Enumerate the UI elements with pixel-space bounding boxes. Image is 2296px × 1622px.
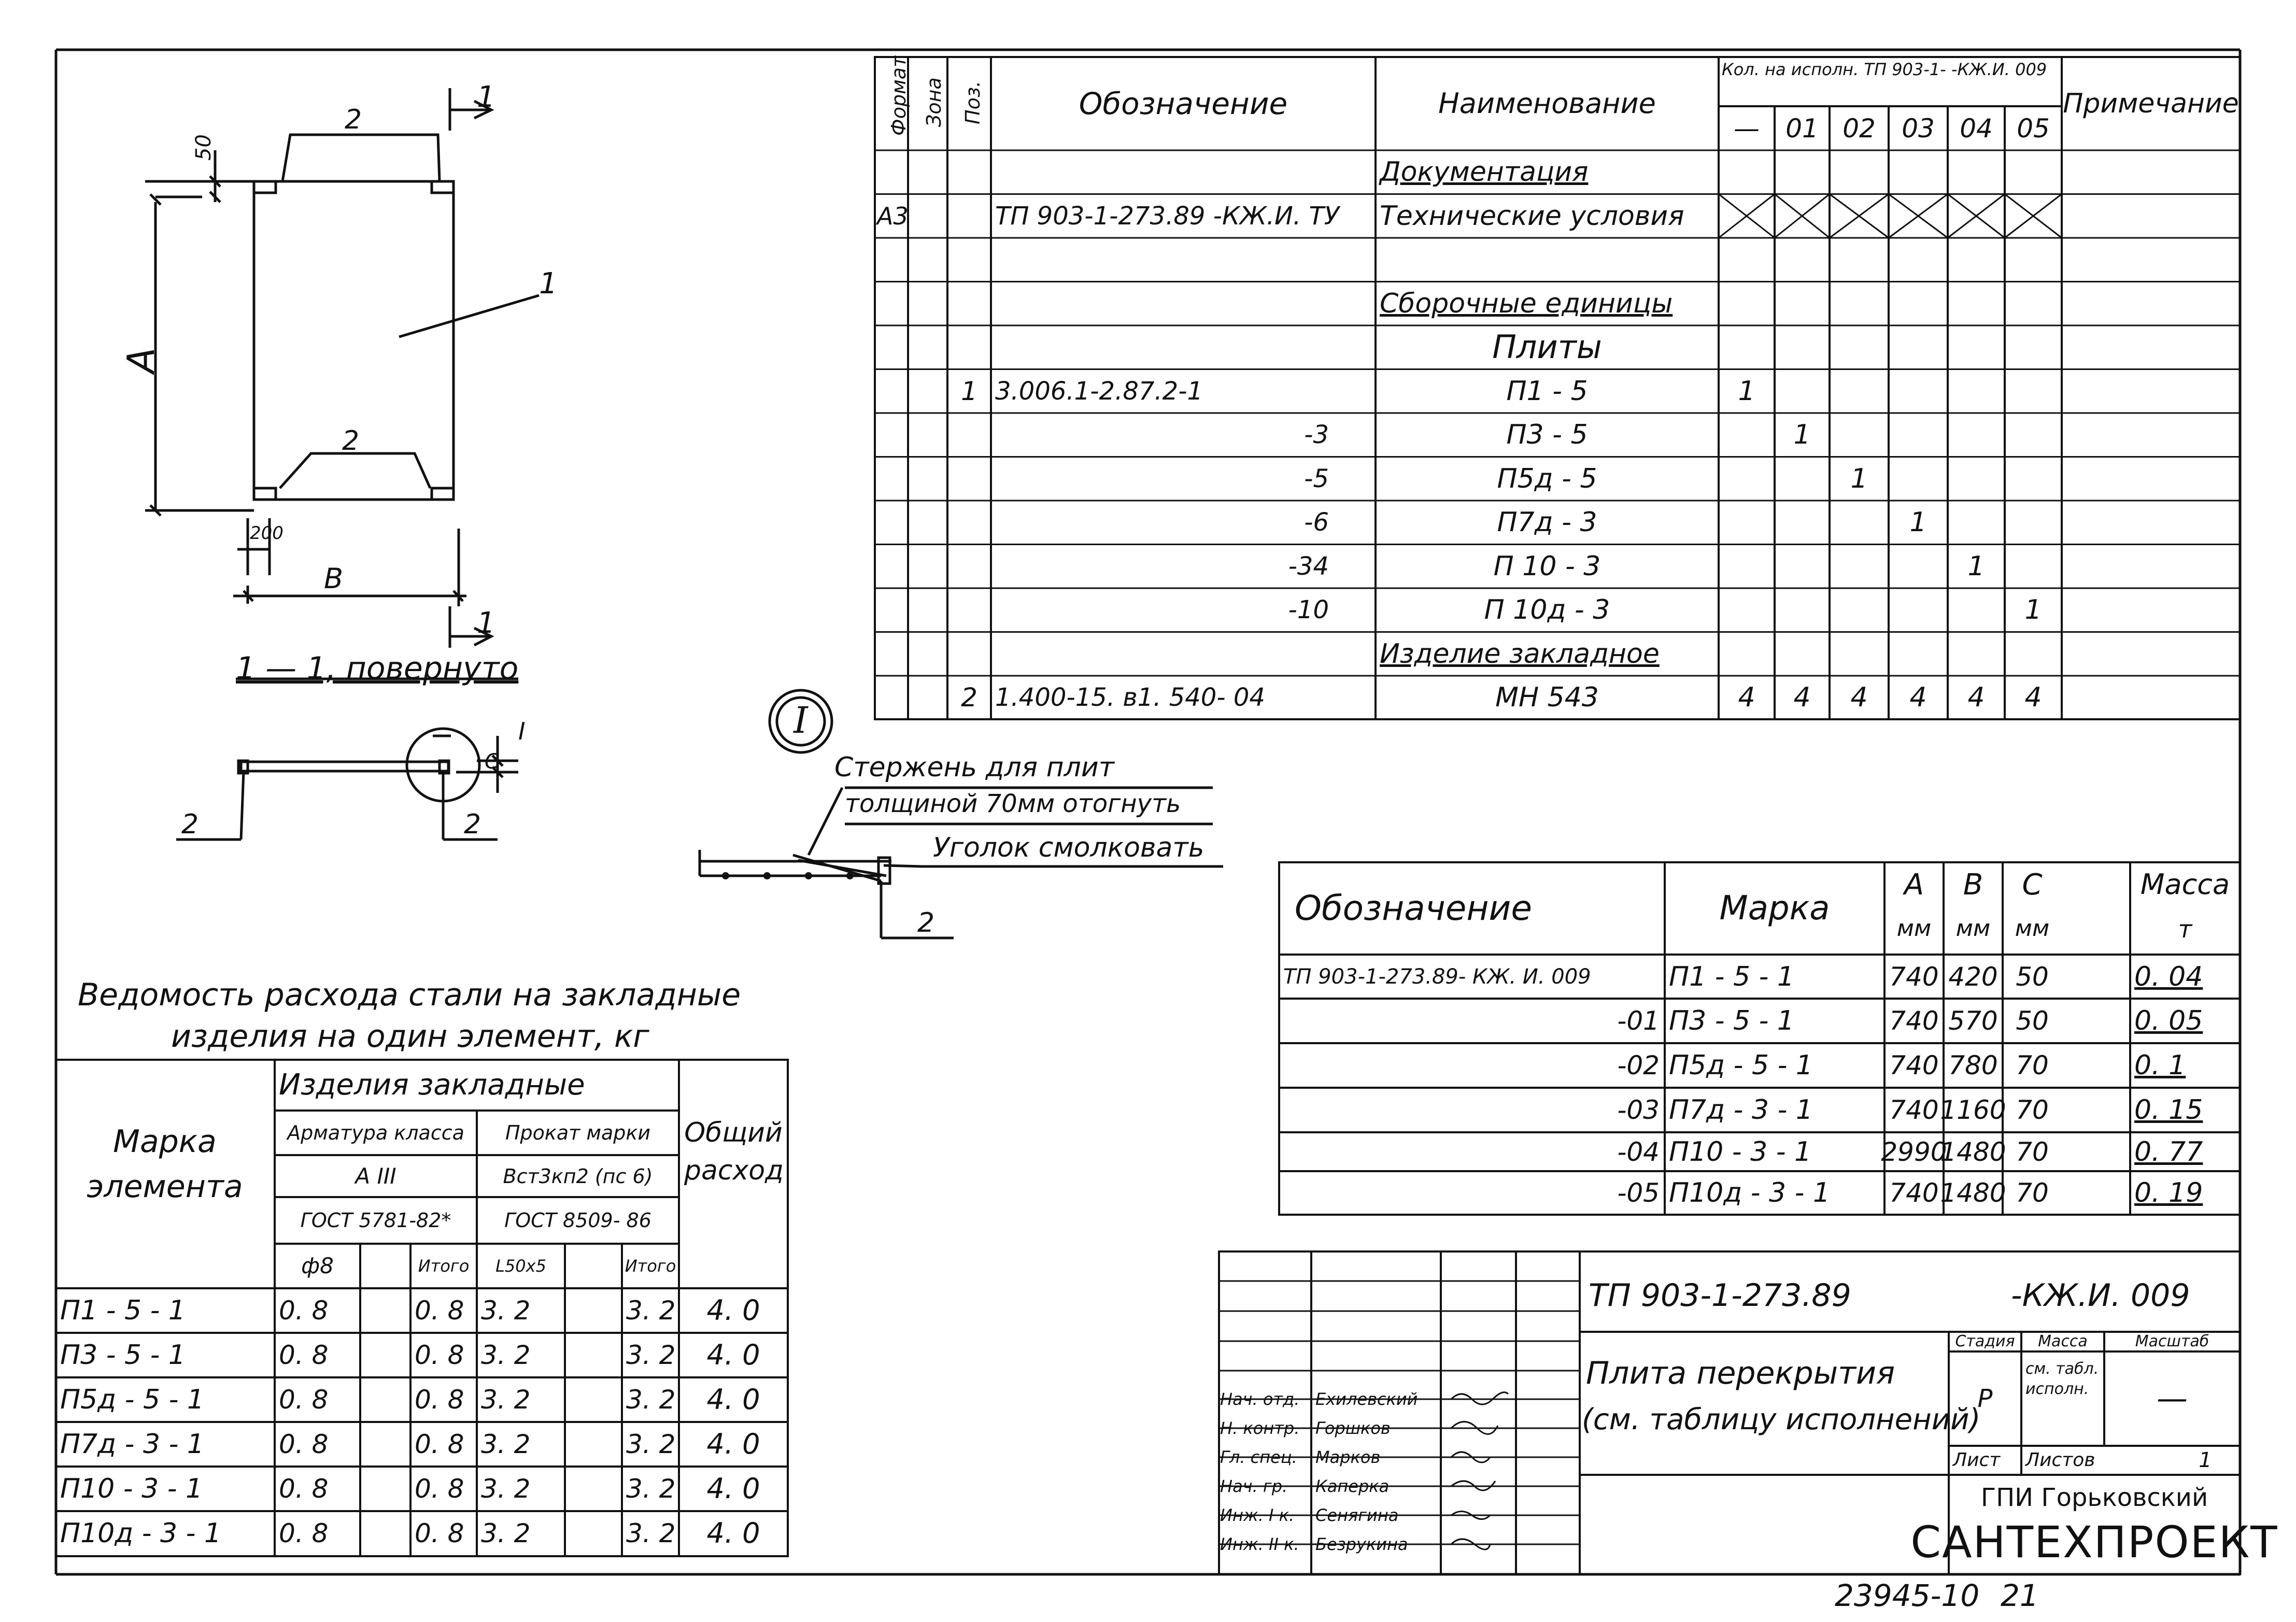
spec-cell-qty: 4 <box>2024 682 2042 714</box>
spec-cell-qty: 1 <box>1793 419 1811 451</box>
footer-page: 21 <box>2001 1578 2039 1613</box>
tb-staff-name: Марков <box>1315 1447 1381 1467</box>
steel-cell-total1: 0. 8 <box>415 1518 464 1548</box>
label-2-bottom: 2 <box>342 425 360 457</box>
spec-cell-qty <box>2005 501 2062 545</box>
spec-cell-name: П1 - 5 <box>1506 375 1588 407</box>
label-2-top: 2 <box>345 104 362 135</box>
spec-variant-head: 02 <box>1843 113 1876 144</box>
spec-cell-qty <box>2005 150 2062 194</box>
vt-cell-c: 70 <box>2016 1095 2049 1125</box>
detail-label-2: 2 <box>917 907 935 938</box>
tb-scale: — <box>2157 1381 2188 1417</box>
note-rod2: толщиной 70мм отогнуть <box>845 789 1181 818</box>
tb-sheet-h: Лист <box>1953 1449 2001 1471</box>
spec-cell-qty <box>1889 325 1948 369</box>
steel-cell-l50: 3. 2 <box>481 1296 531 1326</box>
vt-cell-designation: -05 <box>1617 1178 1660 1208</box>
vt-hdr-b-unit: мм <box>1955 915 1991 942</box>
vt-hdr-mark: Марка <box>1719 889 1830 928</box>
steel-cell-total2: 3. 2 <box>626 1385 676 1415</box>
vt-cell-b: 570 <box>1948 1006 1998 1036</box>
spec-cell-designation <box>991 150 1376 194</box>
tb-name-1: Плита перекрытия <box>1586 1355 1895 1391</box>
spec-variant-head: — <box>1734 113 1760 144</box>
spec-cell-format: А3 <box>877 202 909 230</box>
spec-cell-designation <box>991 238 1376 282</box>
detail-mark: I <box>793 699 808 742</box>
spec-cell-qty <box>1889 413 1948 457</box>
steel-h-gost2: ГОСТ 8509- 86 <box>504 1209 651 1232</box>
spec-cell-designation: -6 <box>1304 508 1329 537</box>
tb-staff-role: Инж. II к. <box>1220 1534 1299 1554</box>
spec-cell-qty <box>1948 150 2005 194</box>
steel-h-rolled: Прокат марки <box>505 1121 651 1144</box>
spec-cell-qty <box>2005 545 2062 589</box>
spec-cell-name: Изделие закладное <box>1380 638 1660 670</box>
spec-cell-name: П7д - 3 <box>1497 507 1597 538</box>
vt-cell-mark: П7д - 3 - 1 <box>1669 1094 1813 1126</box>
dim-50: 50 <box>192 134 216 161</box>
spec-cell-name: П 10д - 3 <box>1484 594 1610 626</box>
hdr-format: Формат <box>887 55 910 136</box>
steel-cell-total2: 3. 2 <box>626 1429 676 1459</box>
spec-cell-qty <box>1889 282 1948 326</box>
spec-cell-qty: 4 <box>1850 682 1868 714</box>
spec-cell-designation: 1.400-15. в1. 540- 04 <box>995 683 1265 713</box>
vt-cell-mass: 0. 04 <box>2134 961 2203 992</box>
steel-h-overall: Общий расход <box>684 1117 784 1186</box>
spec-cell-qty <box>1830 194 1889 238</box>
hdr-zone: Зона <box>923 77 945 127</box>
spec-cell-format <box>875 676 908 720</box>
vt-cell-a: 740 <box>1889 961 1939 992</box>
cut-mark-top: 1 <box>477 80 495 114</box>
spec-cell-designation: -3 <box>1304 420 1329 450</box>
spec-cell-qty <box>1948 413 2005 457</box>
dim-c: С <box>485 750 499 774</box>
cut-mark-bottom: 1 <box>477 606 495 640</box>
tb-scale-h: Масштаб <box>2135 1332 2209 1350</box>
vt-cell-mass: 0. 05 <box>2134 1005 2203 1036</box>
spec-cell-qty <box>1948 588 2005 632</box>
steel-cell-total1: 0. 8 <box>415 1429 464 1459</box>
footer-inv: 23945-10 <box>1835 1578 1980 1613</box>
tb-mass: см. табл. исполн. <box>2025 1360 2099 1398</box>
spec-cell-qty <box>1889 632 1948 676</box>
tb-org-2: САНТЕХПРОЕКТ <box>1910 1517 2278 1568</box>
spec-cell-qty <box>1719 238 1775 282</box>
steel-cell-total: 4. 0 <box>706 1383 760 1416</box>
steel-cell-total: 4. 0 <box>706 1428 760 1460</box>
steel-cell-d8: 0. 8 <box>279 1474 329 1504</box>
spec-cell-qty: 4 <box>1909 682 1927 714</box>
steel-cell-d8: 0. 8 <box>279 1385 329 1415</box>
steel-cell-mark: П5д - 5 - 1 <box>60 1384 204 1415</box>
spec-cell-qty: 1 <box>1909 507 1927 538</box>
tb-staff-name: Сенягина <box>1315 1505 1399 1525</box>
tb-mass-h: Масса <box>2038 1332 2088 1350</box>
spec-cell-name: Технические условия <box>1380 200 1684 232</box>
steel-cell-mark: П10д - 3 - 1 <box>60 1518 222 1549</box>
spec-cell-qty <box>1948 501 2005 545</box>
steel-title-2: изделия на один элемент, кг <box>171 1018 649 1055</box>
steel-h-items: Изделия закладные <box>279 1068 585 1102</box>
dim-b: В <box>324 562 344 595</box>
spec-cell-format <box>875 150 908 194</box>
spec-cell-pos <box>947 238 991 282</box>
spec-cell-qty <box>1830 282 1889 326</box>
section-title: 1 — 1, повернуто <box>236 650 519 687</box>
spec-cell-format <box>875 501 908 545</box>
vt-cell-mark: П3 - 5 - 1 <box>1669 1005 1794 1036</box>
vt-cell-mark: П10 - 3 - 1 <box>1669 1136 1812 1168</box>
vt-cell-b: 1480 <box>1940 1178 2006 1208</box>
steel-h-steel: Вст3кп2 (пс 6) <box>503 1164 653 1188</box>
spec-cell-qty <box>1830 545 1889 589</box>
steel-cell-mark: П3 - 5 - 1 <box>60 1340 186 1371</box>
spec-cell-qty <box>1889 369 1948 414</box>
steel-h-total2: Итого <box>625 1256 676 1276</box>
spec-cell-name: П 10 - 3 <box>1493 550 1601 582</box>
spec-cell-qty <box>1719 501 1775 545</box>
vt-cell-mass: 0. 19 <box>2134 1177 2203 1208</box>
spec-cell-pos: 1 <box>961 376 977 406</box>
spec-cell-qty <box>1830 501 1889 545</box>
spec-cell-name: Документация <box>1380 156 1589 188</box>
spec-cell-pos <box>947 150 991 194</box>
steel-cell-total2: 3. 2 <box>626 1296 676 1326</box>
spec-cell-format <box>875 325 908 369</box>
spec-cell-designation: -5 <box>1304 464 1329 493</box>
spec-cell-pos <box>947 457 991 501</box>
spec-cell-qty <box>1775 369 1830 414</box>
spec-cell-qty <box>1775 150 1830 194</box>
spec-cell-designation <box>991 325 1376 369</box>
steel-cell-total1: 0. 8 <box>415 1296 464 1326</box>
spec-variant-head: 01 <box>1785 113 1819 144</box>
dim-a: А <box>119 347 163 373</box>
spec-cell-qty <box>2005 325 2062 369</box>
section-label-2a: 2 <box>181 809 199 840</box>
vt-cell-c: 70 <box>2016 1050 2049 1080</box>
spec-cell-name: Сборочные единицы <box>1380 288 1673 319</box>
tb-name-2: (см. таблицу исполнений) <box>1582 1403 1981 1436</box>
spec-cell-name: Плиты <box>1492 328 1602 366</box>
spec-cell-pos <box>947 413 991 457</box>
vt-cell-b: 1160 <box>1940 1095 2006 1125</box>
tb-staff-name: Горшков <box>1315 1418 1391 1438</box>
tb-code: ТП 903-1-273.89 <box>1589 1277 1851 1314</box>
vt-cell-c: 50 <box>2016 961 2049 992</box>
spec-cell-qty <box>1775 282 1830 326</box>
spec-cell-designation: 3.006.1-2.87.2-1 <box>995 376 1203 406</box>
vt-cell-mass: 0. 1 <box>2134 1050 2186 1081</box>
spec-cell-qty <box>1830 238 1889 282</box>
spec-cell-format <box>875 588 908 632</box>
hdr-pos: Поз. <box>961 80 984 124</box>
vt-cell-designation: -03 <box>1617 1095 1660 1125</box>
spec-cell-qty: 4 <box>1967 682 1985 714</box>
vt-cell-c: 50 <box>2016 1006 2049 1036</box>
spec-cell-qty <box>1775 632 1830 676</box>
spec-cell-qty <box>2005 282 2062 326</box>
steel-cell-total: 4. 0 <box>706 1339 760 1371</box>
vt-cell-mass: 0. 15 <box>2134 1094 2203 1126</box>
vt-cell-c: 70 <box>2016 1178 2049 1208</box>
spec-cell-qty <box>1775 194 1830 238</box>
vt-cell-designation: -02 <box>1617 1050 1660 1080</box>
vt-hdr-c: С <box>2022 868 2043 902</box>
vt-hdr-mass-unit: т <box>2178 915 2192 943</box>
vt-cell-a: 740 <box>1889 1006 1939 1036</box>
spec-cell-designation: -34 <box>1288 551 1329 581</box>
spec-cell-format <box>875 238 908 282</box>
spec-cell-qty <box>2005 457 2062 501</box>
spec-cell-pos <box>947 194 991 238</box>
spec-cell-qty: 1 <box>1967 550 1985 582</box>
spec-cell-qty <box>1830 588 1889 632</box>
vt-cell-a: 740 <box>1889 1095 1939 1125</box>
vt-cell-b: 780 <box>1948 1050 1998 1080</box>
spec-cell-qty <box>1889 457 1948 501</box>
vt-hdr-mass: Масса <box>2140 868 2230 901</box>
label-1: 1 <box>539 267 558 301</box>
spec-cell-qty <box>1775 501 1830 545</box>
steel-h-armature: Арматура класса <box>287 1121 464 1144</box>
spec-cell-qty: 1 <box>1738 375 1755 407</box>
steel-cell-mark: П10 - 3 - 1 <box>60 1473 203 1504</box>
spec-cell-qty: 4 <box>1793 682 1811 714</box>
spec-cell-qty <box>1775 238 1830 282</box>
spec-cell-qty <box>1948 325 2005 369</box>
steel-h-total1: Итого <box>418 1256 470 1276</box>
vt-cell-c: 70 <box>2016 1136 2049 1167</box>
tb-staff-role: Н. контр. <box>1220 1418 1300 1438</box>
steel-cell-total1: 0. 8 <box>415 1474 464 1504</box>
vt-hdr-a: А <box>1904 868 1924 902</box>
vt-cell-mark: П5д - 5 - 1 <box>1669 1050 1813 1081</box>
hdr-designation: Обозначение <box>1079 86 1288 121</box>
steel-cell-l50: 3. 2 <box>481 1385 531 1415</box>
steel-cell-total: 4. 0 <box>706 1294 760 1327</box>
vt-hdr-designation: Обозначение <box>1295 888 1532 928</box>
spec-cell-qty <box>1830 150 1889 194</box>
spec-cell-qty <box>1889 238 1948 282</box>
spec-cell-pos <box>947 501 991 545</box>
steel-h-aiii: А III <box>355 1163 396 1189</box>
tb-staff-role: Гл. спец. <box>1220 1447 1297 1467</box>
spec-cell-format <box>875 632 908 676</box>
tb-sheets: 1 <box>2199 1448 2212 1472</box>
spec-cell-qty <box>1830 369 1889 414</box>
spec-cell-qty <box>2005 632 2062 676</box>
spec-cell-qty: 4 <box>1738 682 1755 714</box>
steel-cell-mark: П7д - 3 - 1 <box>60 1429 204 1460</box>
vt-cell-b: 1480 <box>1940 1136 2006 1167</box>
steel-cell-total1: 0. 8 <box>415 1340 464 1370</box>
spec-cell-pos <box>947 588 991 632</box>
vt-hdr-b: В <box>1963 868 1983 902</box>
vt-cell-b: 420 <box>1948 961 1998 992</box>
steel-cell-mark: П1 - 5 - 1 <box>60 1295 186 1326</box>
steel-cell-l50: 3. 2 <box>481 1474 531 1504</box>
spec-cell-format <box>875 413 908 457</box>
spec-cell-qty <box>1948 282 2005 326</box>
steel-cell-l50: 3. 2 <box>481 1340 531 1370</box>
spec-cell-qty <box>1889 150 1948 194</box>
spec-cell-designation <box>991 282 1376 326</box>
spec-cell-qty <box>1948 632 2005 676</box>
tb-code-suffix: -КЖ.И. 009 <box>2011 1277 2190 1314</box>
tb-staff-role: Нач. гр. <box>1220 1476 1288 1496</box>
steel-title-1: Ведомость расхода стали на закладные <box>78 977 741 1013</box>
tb-stage: Р <box>1977 1384 1993 1413</box>
hdr-qty: Кол. на исполн. ТП 903-1- -КЖ.И. 009 <box>1722 60 2047 79</box>
spec-cell-pos <box>947 325 991 369</box>
steel-cell-d8: 0. 8 <box>279 1429 329 1459</box>
steel-cell-total: 4. 0 <box>706 1472 760 1505</box>
hdr-note: Примечание <box>2063 88 2239 119</box>
detail-ref: I <box>518 717 526 745</box>
spec-cell-qty <box>1889 194 1948 238</box>
vt-cell-mark: П1 - 5 - 1 <box>1669 961 1794 992</box>
spec-cell-pos <box>947 632 991 676</box>
tb-staff-name: Безрукина <box>1315 1534 1408 1554</box>
signatures <box>1451 1392 1508 1549</box>
vt-cell-designation: -01 <box>1617 1006 1660 1036</box>
steel-cell-total2: 3. 2 <box>626 1518 676 1548</box>
spec-cell-qty: 1 <box>2024 594 2042 626</box>
spec-cell-qty <box>1775 588 1830 632</box>
tb-sheets-h: Листов <box>2025 1449 2095 1471</box>
spec-cell-format <box>875 369 908 414</box>
spec-cell-qty <box>1719 282 1775 326</box>
steel-cell-total1: 0. 8 <box>415 1385 464 1415</box>
spec-cell-qty <box>1948 194 2005 238</box>
spec-cell-format <box>875 457 908 501</box>
vt-cell-a: 2990 <box>1881 1136 1947 1167</box>
spec-cell-qty <box>1719 632 1775 676</box>
spec-cell-name: МН 543 <box>1495 682 1599 714</box>
spec-cell-qty <box>1775 325 1830 369</box>
vt-hdr-a-unit: мм <box>1896 915 1932 942</box>
tb-staff-role: Инж. I к. <box>1220 1505 1295 1525</box>
spec-cell-format <box>875 282 908 326</box>
spec-cell-qty: 1 <box>1850 463 1868 494</box>
spec-cell-qty <box>1719 325 1775 369</box>
steel-h-mark: Марка элемента <box>87 1123 243 1205</box>
spec-variant-head: 04 <box>1960 113 1993 144</box>
spec-cell-name: П3 - 5 <box>1506 419 1588 451</box>
spec-cell-qty <box>1775 545 1830 589</box>
spec-cell-qty <box>1830 632 1889 676</box>
steel-cell-d8: 0. 8 <box>279 1340 329 1370</box>
spec-cell-pos <box>947 282 991 326</box>
steel-h-l50: L50х5 <box>495 1256 546 1276</box>
tb-stage-h: Стадия <box>1955 1332 2015 1350</box>
spec-cell-qty <box>1889 588 1948 632</box>
spec-cell-qty <box>1948 369 2005 414</box>
spec-cell-qty <box>1830 325 1889 369</box>
steel-cell-l50: 3. 2 <box>481 1429 531 1459</box>
spec-cell-qty <box>2005 194 2062 238</box>
steel-h-gost1: ГОСТ 5781-82* <box>300 1209 451 1232</box>
vt-cell-designation: -04 <box>1617 1136 1660 1167</box>
spec-cell-name <box>1376 238 1719 282</box>
spec-cell-pos: 2 <box>961 682 977 713</box>
vt-hdr-c-unit: мм <box>2015 915 2050 942</box>
tb-staff-name: Каперка <box>1315 1476 1390 1496</box>
vt-cell-designation: ТП 903-1-273.89- КЖ. И. 009 <box>1283 964 1591 989</box>
spec-cell-designation: -10 <box>1288 595 1329 625</box>
spec-cell-qty <box>1948 457 2005 501</box>
spec-cell-designation: ТП 903-1-273.89 -КЖ.И. ТУ <box>995 201 1340 231</box>
tb-staff-role: Нач. отд. <box>1220 1389 1300 1409</box>
spec-cell-qty <box>1948 238 2005 282</box>
spec-cell-qty <box>1719 457 1775 501</box>
spec-variant-head: 03 <box>1902 113 1935 144</box>
steel-cell-d8: 0. 8 <box>279 1518 329 1548</box>
vt-cell-mass: 0. 77 <box>2134 1136 2203 1168</box>
spec-cell-qty <box>1719 194 1775 238</box>
vt-cell-a: 740 <box>1889 1050 1939 1080</box>
spec-cell-qty <box>1830 413 1889 457</box>
spec-cell-pos <box>947 545 991 589</box>
steel-h-d8: ф8 <box>301 1253 334 1278</box>
spec-cell-qty <box>1719 545 1775 589</box>
note-rod: Стержень для плит <box>834 752 1114 783</box>
spec-cell-qty <box>2005 413 2062 457</box>
steel-cell-l50: 3. 2 <box>481 1518 531 1548</box>
spec-cell-qty <box>1775 457 1830 501</box>
spec-variant-head: 05 <box>2017 113 2050 144</box>
spec-cell-name: П5д - 5 <box>1497 463 1597 494</box>
tb-org-1: ГПИ Горьковский <box>1980 1483 2208 1512</box>
spec-cell-format <box>875 545 908 589</box>
hdr-name: Наименование <box>1438 87 1656 120</box>
steel-cell-total: 4. 0 <box>706 1517 760 1549</box>
spec-cell-qty <box>2005 238 2062 282</box>
steel-cell-total2: 3. 2 <box>626 1474 676 1504</box>
section-label-2b: 2 <box>464 809 481 840</box>
spec-cell-designation <box>991 632 1376 676</box>
steel-cell-d8: 0. 8 <box>279 1296 329 1326</box>
spec-cell-qty <box>1889 545 1948 589</box>
vt-cell-mark: П10д - 3 - 1 <box>1669 1177 1831 1208</box>
spec-cell-qty <box>1719 588 1775 632</box>
dim-200: 200 <box>250 523 284 544</box>
spec-cell-qty <box>1719 413 1775 457</box>
vt-cell-a: 740 <box>1889 1178 1939 1208</box>
note-angle: Уголок смолковать <box>933 832 1204 863</box>
spec-cell-qty <box>1719 150 1775 194</box>
tb-staff-name: Ехилевский <box>1315 1389 1418 1409</box>
steel-cell-total2: 3. 2 <box>626 1340 676 1370</box>
spec-cell-qty <box>2005 369 2062 414</box>
